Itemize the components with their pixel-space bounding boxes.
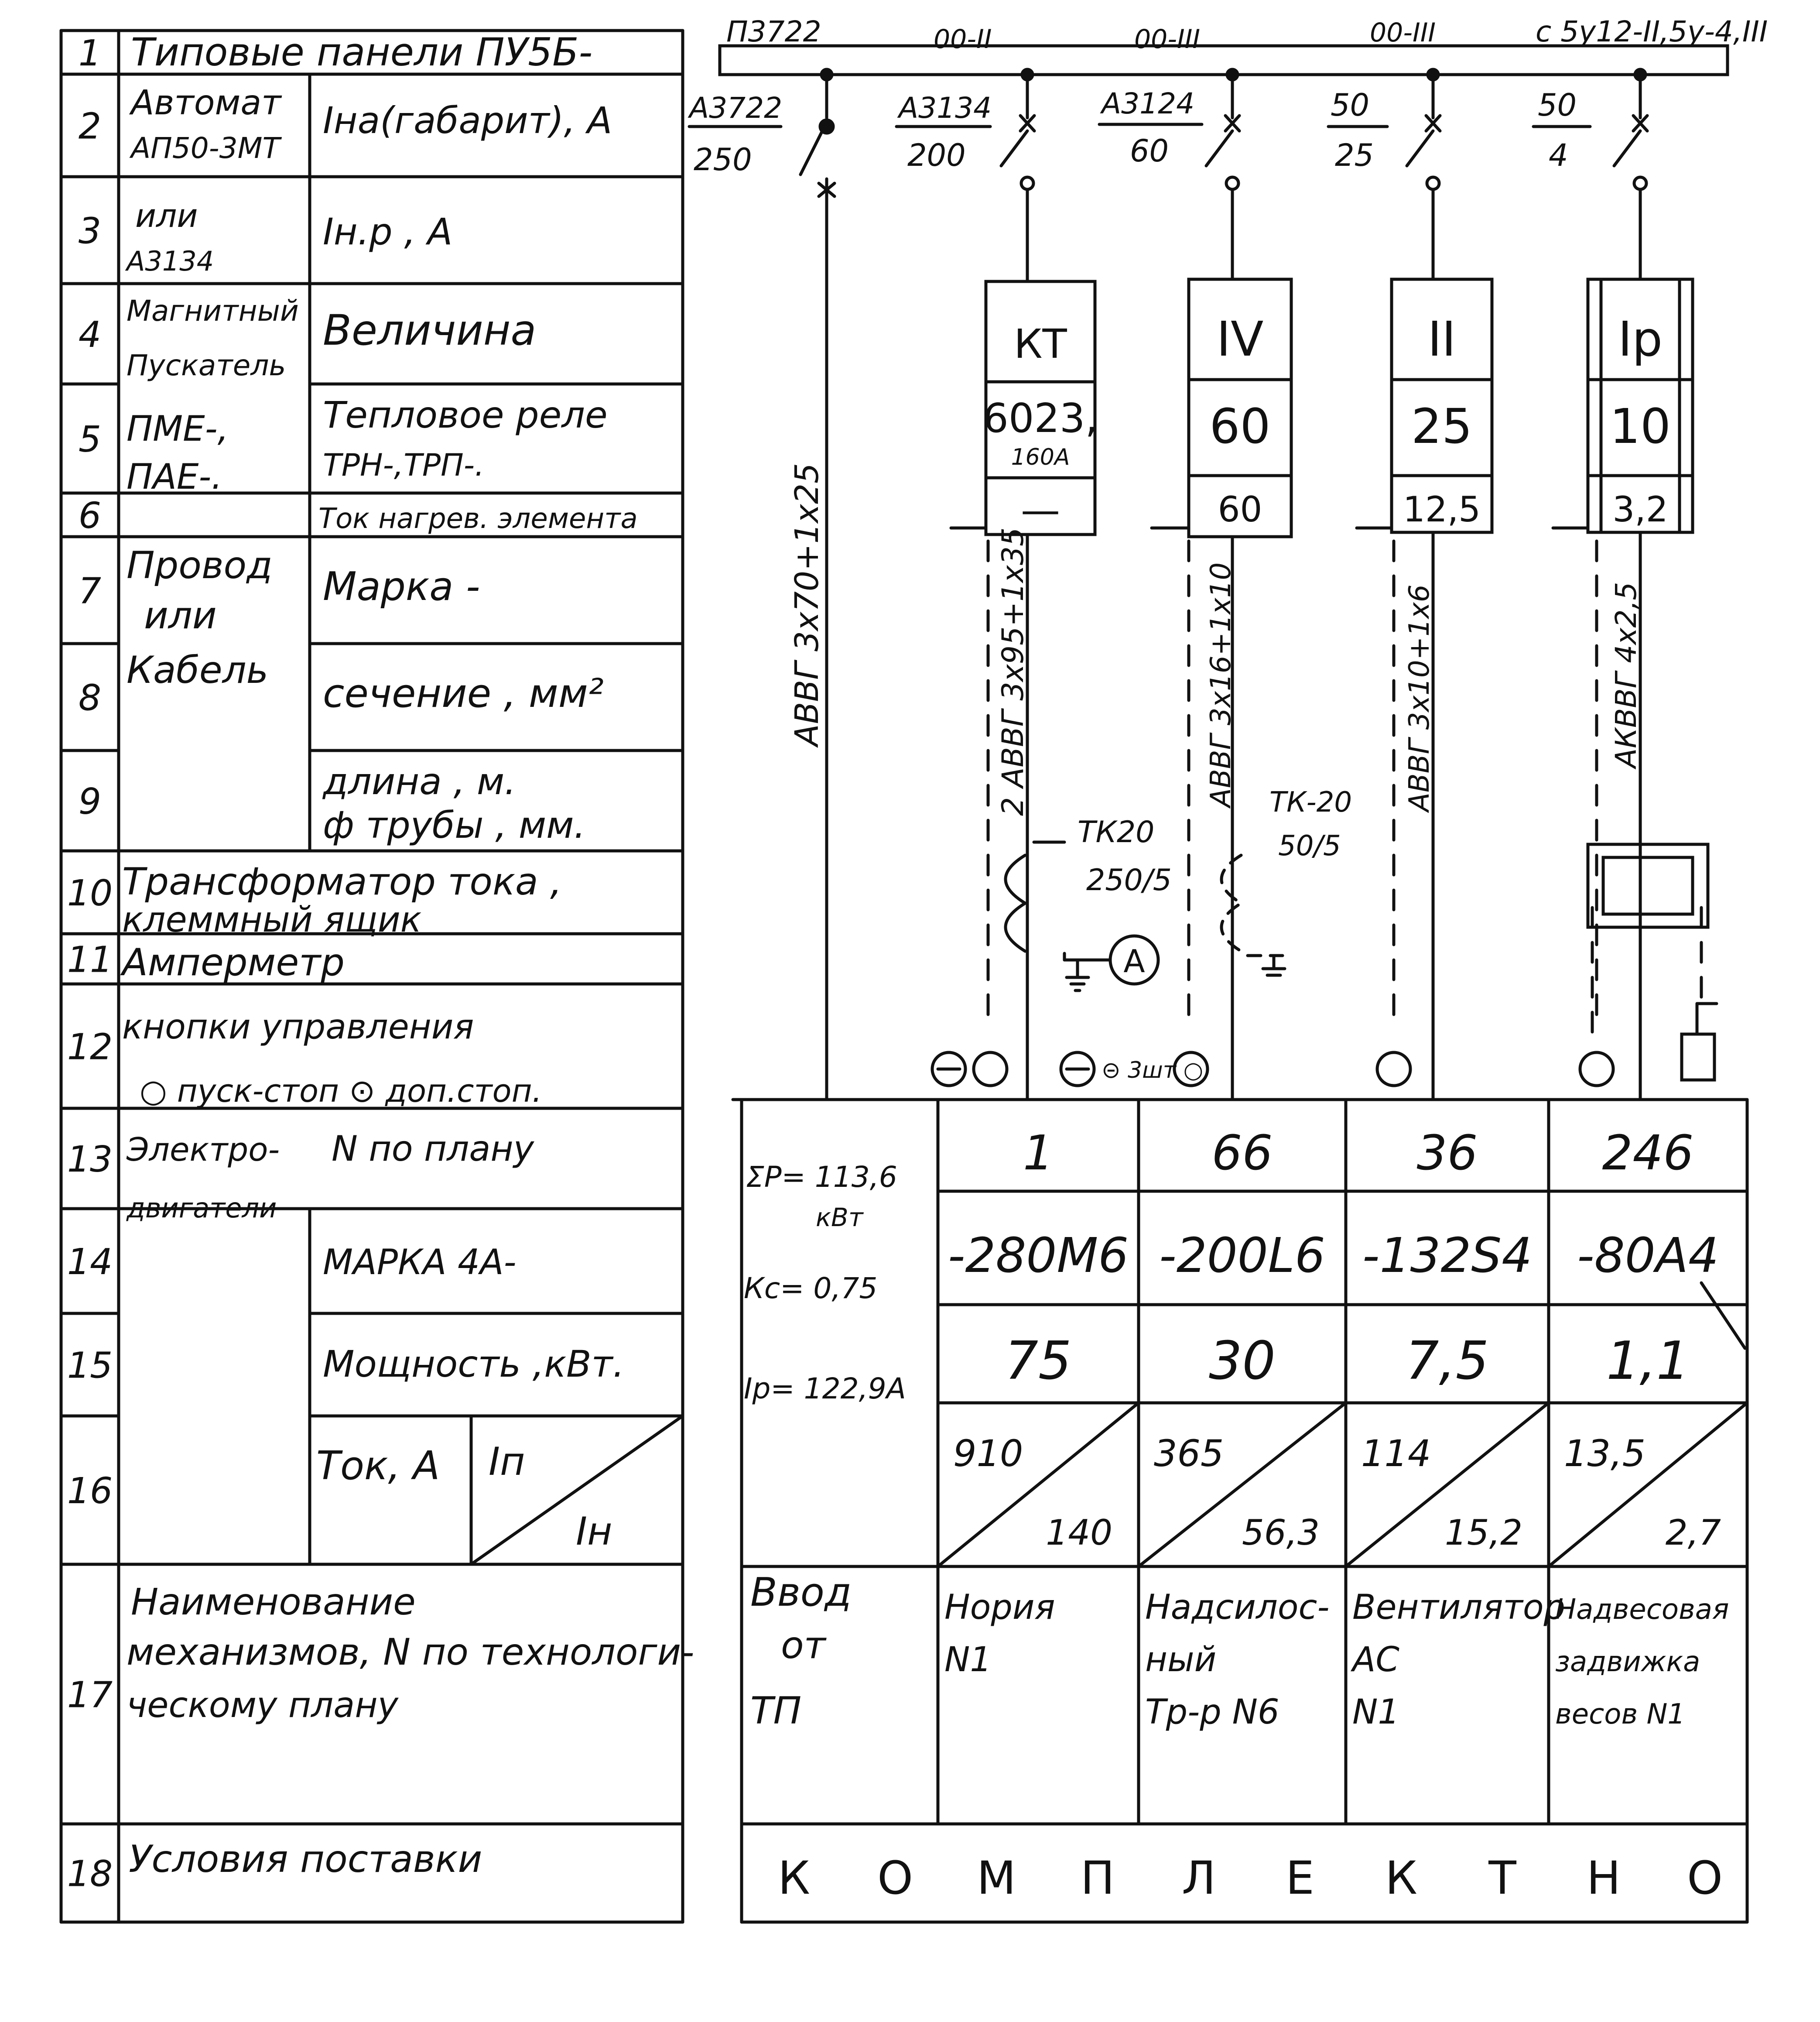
ammeter-label: A xyxy=(1123,943,1145,980)
bus-bar xyxy=(720,46,1728,75)
row-16-start-current: Iп xyxy=(489,1439,525,1484)
row-8-label: сечение , мм² xyxy=(323,671,604,716)
box-mid-label-2: 60 xyxy=(1209,398,1271,454)
bus-label-0: П3722 xyxy=(726,15,821,48)
breaker-contact-bottom xyxy=(1226,177,1238,189)
ct-ratio-2: 50/5 xyxy=(1278,830,1341,862)
input-label-2: от xyxy=(781,1624,826,1667)
row-number-14: 14 xyxy=(67,1241,113,1283)
motor-name-2-line-1: АС xyxy=(1352,1640,1399,1679)
row-2-label: Iна(габарит), А xyxy=(323,99,612,142)
bus-label-2: 00-III xyxy=(1134,24,1201,55)
feeder-1-cable-label: 2 АВВГ 3х95+1х35 xyxy=(996,527,1030,816)
row-number-4: 4 xyxy=(78,314,102,356)
delivery-letter-4: Л xyxy=(1181,1851,1216,1905)
row-13-label: N по плану xyxy=(332,1128,534,1169)
row-11-label: Амперметр xyxy=(122,941,345,984)
breaker-contact-bottom xyxy=(1021,177,1033,189)
row-14-label: МАРКА 4А- xyxy=(323,1242,517,1282)
motor-start-current-2: 114 xyxy=(1361,1432,1431,1475)
row-10-line2: клеммный ящик xyxy=(122,899,422,940)
summary-kw: кВт xyxy=(816,1203,863,1232)
row-17-label: Наименование xyxy=(131,1580,416,1623)
row-3-label: Iн.р , А xyxy=(323,210,453,253)
row-number-13: 13 xyxy=(67,1139,113,1180)
group-automat-line3: или xyxy=(135,197,198,235)
motor-plan-0: 1 xyxy=(1023,1125,1054,1181)
box-bottom-label-4: 3,2 xyxy=(1612,489,1668,530)
breaker-contact-bottom xyxy=(1634,177,1646,189)
breaker-label-2: А3124 xyxy=(1102,87,1195,120)
feeder-3-cable-label: АВВГ 3х10+1х6 xyxy=(1403,584,1436,812)
group-wire-line3: Кабель xyxy=(127,648,269,692)
delivery-letter-2: М xyxy=(977,1851,1016,1905)
box-top-label-3: II xyxy=(1427,311,1456,367)
buttons-label-2: ⊝ 3шт ○ xyxy=(1102,1057,1203,1083)
input-label-3: ТП xyxy=(750,1689,802,1733)
box-bottom-label-1: — xyxy=(1021,487,1060,533)
motor-name-3-line-2: весов N1 xyxy=(1555,1698,1686,1731)
box-mid-label-1: 6023, xyxy=(983,395,1098,442)
row-number-8: 8 xyxy=(78,677,102,719)
row-number-15: 15 xyxy=(67,1345,113,1387)
input-label-1: Ввод xyxy=(750,1570,852,1615)
breaker-blade xyxy=(1614,131,1640,166)
group-starter-line4: ПАЕ-. xyxy=(127,456,222,497)
row-number-1: 1 xyxy=(78,33,102,74)
row-number-17: 17 xyxy=(67,1674,113,1716)
group-motor-line2: двигатели xyxy=(127,1192,277,1224)
motor-mark-2: -132S4 xyxy=(1362,1227,1533,1283)
delivery-letter-5: Е xyxy=(1286,1851,1314,1905)
group-starter-label: Магнитный xyxy=(127,294,299,328)
motor-name-1-line-1: ный xyxy=(1145,1640,1217,1679)
summary-sum-power: ΣР= 113,6 xyxy=(746,1160,897,1194)
box-bottom-label-3: 12,5 xyxy=(1403,489,1481,530)
group-wire-label: Провод xyxy=(127,544,273,587)
motor-start-current-1: 365 xyxy=(1154,1432,1224,1475)
feeder-4-cable-label: АКВВГ 4х2,5 xyxy=(1609,582,1643,768)
summary-kc: Кс= 0,75 xyxy=(744,1271,878,1305)
row-1-label: Типовые панели ПУ5Б- xyxy=(131,30,593,75)
bus-label-4: с 5у12-II,5у-4,III xyxy=(1536,15,1768,48)
clamp-box-inner xyxy=(1603,857,1693,914)
motor-mark-3: -80А4 xyxy=(1577,1227,1719,1283)
row-12-line2: ○ пуск-стоп ⊙ доп.стоп. xyxy=(140,1073,542,1109)
limit-switch-box xyxy=(1682,1034,1714,1080)
delivery-letter-7: Т xyxy=(1488,1851,1516,1905)
box-mid-sub-label-1: 160А xyxy=(1011,444,1070,470)
row-number-12: 12 xyxy=(67,1026,113,1068)
box-bottom-label-2: 60 xyxy=(1218,489,1262,530)
motor-name-1-line-2: Тр-р N6 xyxy=(1145,1693,1279,1732)
row-number-6: 6 xyxy=(78,495,102,537)
row-number-3: 3 xyxy=(78,210,102,252)
row-10-label: Трансформатор тока , xyxy=(122,860,562,904)
row-6-label: Ток нагрев. элемента xyxy=(318,503,638,535)
motor-name-1-line-0: Надсилос- xyxy=(1145,1588,1330,1627)
breaker-label-3: 50 xyxy=(1331,87,1370,123)
motor-name-2-line-2: N1 xyxy=(1352,1693,1399,1732)
breaker-label-1: А3134 xyxy=(899,91,992,125)
motor-name-3-line-1: задвижка xyxy=(1555,1646,1700,1678)
bus-label-1: 00-II xyxy=(934,24,992,55)
row-16-label: Ток, А xyxy=(316,1443,440,1489)
motor-power-1: 30 xyxy=(1209,1331,1276,1391)
breaker-blade xyxy=(1206,131,1232,166)
box-top-label-2: IV xyxy=(1216,311,1264,367)
group-wire-line2: или xyxy=(144,594,217,637)
delivery-letter-0: К xyxy=(778,1851,810,1905)
bus-label-3: 00-III xyxy=(1370,17,1436,48)
start-stop-button-icon xyxy=(1580,1052,1613,1086)
group-automat-label: Автомат xyxy=(131,83,281,123)
motor-nominal-current-3: 2,7 xyxy=(1665,1512,1721,1553)
breaker-rating-2: 60 xyxy=(1130,133,1169,169)
row-number-11: 11 xyxy=(67,939,113,981)
row-number-9: 9 xyxy=(78,781,102,823)
row-5-label: Тепловое реле xyxy=(323,394,608,436)
motor-name-0-line-1: N1 xyxy=(944,1640,992,1679)
motor-start-current-3: 13,5 xyxy=(1564,1432,1646,1475)
feeder-2-cable-label: АВВГ 3х16+1х10 xyxy=(1205,562,1237,807)
box-top-label-4: Iр xyxy=(1618,311,1663,367)
breaker-label-4: 50 xyxy=(1538,87,1577,123)
breaker-blade xyxy=(1407,131,1433,166)
group-starter-line2: Пускатель xyxy=(127,349,286,382)
row-16-nominal-current: Iн xyxy=(576,1509,612,1554)
motor-nominal-current-1: 56,3 xyxy=(1242,1512,1320,1553)
row-17-line2: механизмов, N по технологи- xyxy=(127,1631,694,1673)
breaker-rating-4: 4 xyxy=(1549,137,1568,173)
row-7-label: Марка - xyxy=(323,564,480,610)
breaker-blade xyxy=(801,131,822,175)
row-9-pipe-label: ф трубы , мм. xyxy=(323,804,586,846)
motor-plan-3: 246 xyxy=(1602,1125,1694,1181)
ct-ratio-1: 250/5 xyxy=(1086,863,1172,898)
feeder-0-cable-label: АВВГ 3х70+1х25 xyxy=(788,463,826,746)
delivery-letter-3: П xyxy=(1080,1851,1115,1905)
row-number-7: 7 xyxy=(78,570,102,612)
group-motor-label: Электро- xyxy=(127,1131,280,1169)
delivery-letter-6: К xyxy=(1385,1851,1417,1905)
breaker-contact-bottom xyxy=(1427,177,1439,189)
motor-nominal-current-2: 15,2 xyxy=(1444,1512,1522,1553)
stray-mark xyxy=(1701,1283,1745,1348)
motor-name-2-line-0: Вентилятор xyxy=(1352,1588,1566,1627)
motor-name-0-line-0: Нория xyxy=(944,1588,1055,1627)
motor-power-0: 75 xyxy=(1005,1331,1072,1391)
motor-mark-1: -200L6 xyxy=(1159,1227,1325,1283)
motor-plan-1: 66 xyxy=(1211,1125,1273,1181)
row-17-line3: ческому плану xyxy=(127,1685,398,1725)
row-12-label: кнопки управления xyxy=(122,1008,474,1047)
row-4-label: Величина xyxy=(323,306,537,355)
row-number-18: 18 xyxy=(67,1853,113,1895)
group-starter-line3: ПМЕ-, xyxy=(127,408,229,449)
row-15-label: Мощность ,кВт. xyxy=(323,1343,625,1385)
breaker-rating-3: 25 xyxy=(1335,137,1374,173)
breaker-rating-0: 250 xyxy=(694,142,752,178)
motor-power-3: 1,1 xyxy=(1606,1331,1690,1391)
ct-coil-1 xyxy=(1006,855,1025,951)
row-9-label: длина , м. xyxy=(323,760,516,803)
start-stop-button-icon xyxy=(974,1052,1007,1086)
motor-plan-2: 36 xyxy=(1416,1125,1478,1181)
motor-nominal-current-0: 140 xyxy=(1046,1512,1112,1553)
row-number-5: 5 xyxy=(78,419,102,460)
summary-current: Iр= 122,9А xyxy=(744,1372,906,1405)
ct-label-1: ТК20 xyxy=(1078,815,1155,850)
row-5-relay-types: ТРН-,ТРП-. xyxy=(323,447,485,483)
delivery-letter-1: О xyxy=(877,1851,913,1905)
motor-start-current-0: 910 xyxy=(953,1432,1023,1475)
delivery-letter-8: Н xyxy=(1586,1851,1621,1905)
breaker-label-0: А3722 xyxy=(689,91,783,125)
group-automat-line4: А3134 xyxy=(127,245,214,277)
delivery-letter-9: О xyxy=(1687,1851,1723,1905)
breaker-rating-1: 200 xyxy=(907,137,966,173)
start-stop-button-icon xyxy=(1377,1052,1410,1086)
box-mid-label-3: 25 xyxy=(1411,398,1472,454)
row-number-10: 10 xyxy=(67,873,113,914)
motor-power-2: 7,5 xyxy=(1406,1331,1489,1391)
box-top-label-1: КТ xyxy=(1014,321,1067,367)
ct-label-2: ТК-20 xyxy=(1269,786,1352,819)
row-number-16: 16 xyxy=(67,1470,113,1512)
box-mid-label-4: 10 xyxy=(1610,398,1671,454)
breaker-blade xyxy=(1001,131,1027,166)
motor-name-3-line-0: Надвесовая xyxy=(1555,1594,1729,1626)
row-18-label: Условия поставки xyxy=(129,1837,482,1881)
group-automat-line2: АП50-3МТ xyxy=(131,131,280,165)
motor-mark-0: -280М6 xyxy=(948,1227,1129,1283)
row-number-2: 2 xyxy=(78,106,102,147)
